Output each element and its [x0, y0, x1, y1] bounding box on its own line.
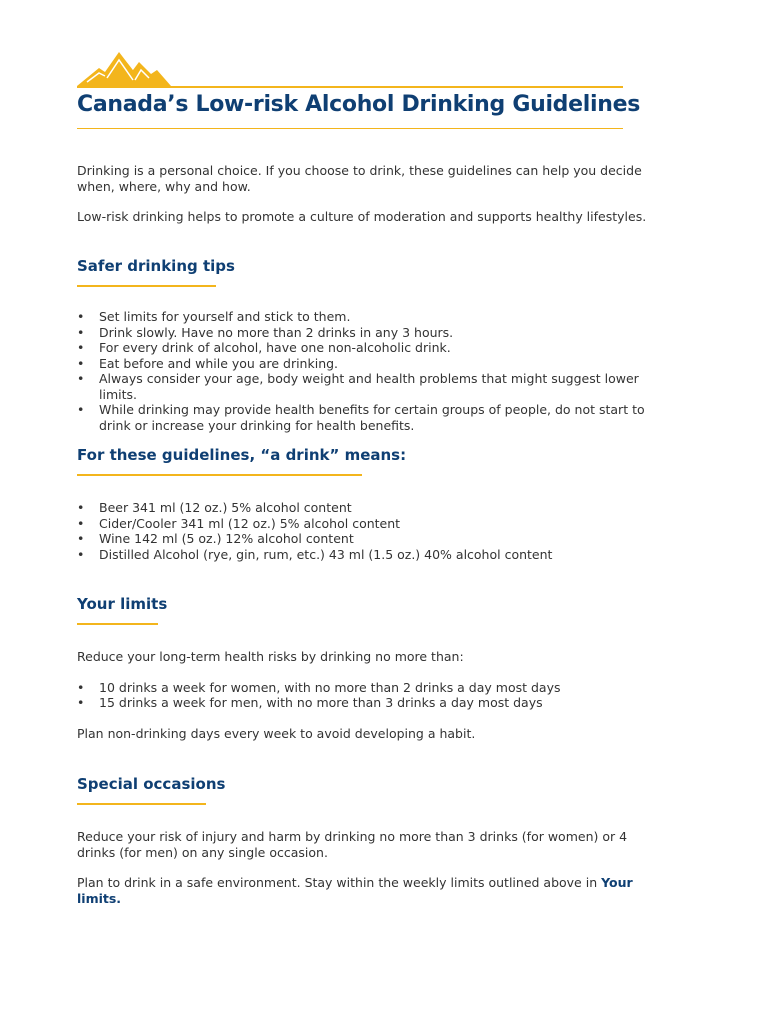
- header-rule: [77, 86, 623, 88]
- document-title: Canada’s Low-risk Alcohol Drinking Guidelines: [77, 92, 641, 117]
- mountain-logo-icon: [77, 48, 177, 88]
- intro-paragraph: Drinking is a personal choice. If you choose to drink, these guidelines can help you decide when, where, why and how.: [77, 163, 642, 194]
- tips-list: [77, 309, 657, 433]
- section-heading: For these guidelines, “a drink” means:: [77, 446, 407, 464]
- section-rule: [77, 474, 362, 476]
- section-your-limits: [77, 595, 677, 741]
- occasions-paragraph-2: [77, 875, 677, 906]
- list-item: • Distilled Alcohol (rye, gin, rum, etc.) 43 ml (1.5 oz.) 40% alcohol content: [77, 547, 657, 563]
- list-item: • 15 drinks a week for men, with no more than 3 drinks a day most days: [77, 695, 657, 711]
- section-rule: [77, 803, 206, 805]
- list-item: • 10 drinks a week for women, with no more than 2 drinks a day most days: [77, 680, 657, 696]
- list-item: • Eat before and while you are drinking.: [77, 356, 657, 372]
- section-rule: [77, 285, 216, 287]
- list-item: • For every drink of alcohol, have one non-alcoholic drink.: [77, 340, 657, 356]
- list-item: • Cider/Cooler 341 ml (12 oz.) 5% alcohol content: [77, 516, 657, 532]
- your-limits-link[interactable]: Your limits.: [77, 875, 633, 906]
- section-heading: Safer drinking tips: [77, 257, 235, 275]
- list-item: • Drink slowly. Have no more than 2 drinks in any 3 hours.: [77, 325, 657, 341]
- section-heading: Your limits: [77, 595, 168, 613]
- list-item: • Always consider your age, body weight and health problems that might suggest lower limits.: [77, 371, 657, 402]
- limits-closing: Plan non-drinking days every week to avoid developing a habit.: [77, 725, 476, 741]
- section-special-occasions: [77, 775, 677, 906]
- list-item: • Beer 341 ml (12 oz.) 5% alcohol content: [77, 500, 657, 516]
- limits-list: [77, 680, 657, 711]
- section-heading: Special occasions: [77, 775, 226, 793]
- limits-lead: Reduce your long-term health risks by drinking no more than:: [77, 649, 464, 664]
- title-rule: [77, 128, 623, 129]
- section-safer-drinking-tips: [77, 257, 677, 433]
- occasions-text: Plan to drink in a safe environment. Stay within the weekly limits outlined above in: [77, 875, 598, 890]
- occasions-paragraph: Reduce your risk of injury and harm by drinking no more than 3 drinks (for women) or 4 drinks (for men) on any single occasion.: [77, 829, 628, 860]
- list-item: • Wine 142 ml (5 oz.) 12% alcohol content: [77, 531, 657, 547]
- section-rule: [77, 623, 158, 625]
- list-item: • While drinking may provide health benefits for certain groups of people, do not start to drink or increase your drinking for health benefits.: [77, 402, 657, 433]
- drink-sizes-list: [77, 500, 657, 562]
- section-a-drink-means: [77, 446, 677, 562]
- intro-paragraph: Low-risk drinking helps to promote a culture of moderation and supports healthy lifestyles.: [77, 209, 647, 224]
- list-item: • Set limits for yourself and stick to them.: [77, 309, 657, 325]
